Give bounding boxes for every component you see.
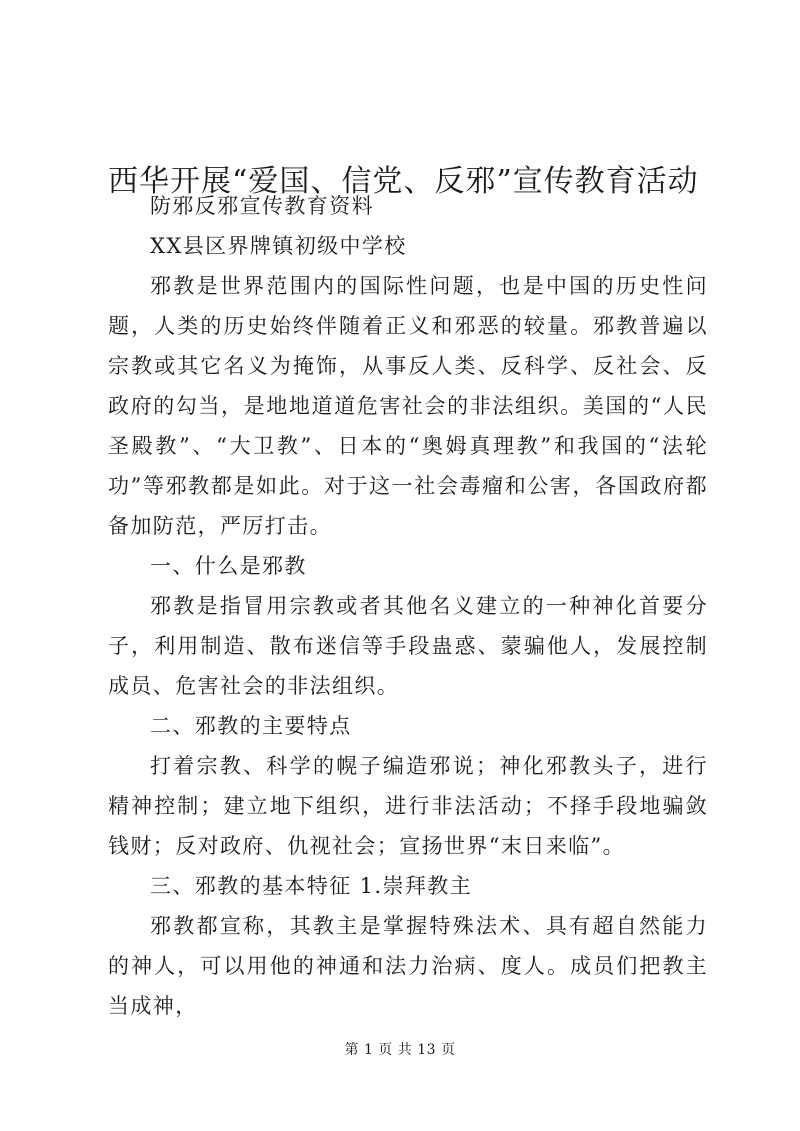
page-title: 西华开展“爱国、信党、反邪”宣传教育活动 (108, 164, 699, 200)
page-number-footer: 第 1 页 共 13 页 (344, 1042, 456, 1058)
section-heading-1: 一、什么是邪教 (150, 554, 307, 578)
paragraph-definition: 邪教是指冒用宗教或者其他名义建立的一种神化首要分子，利用制造、散布迷信等手段蛊惑、蒙骗他人，发展控制成员、危害社会的非法组织。 (108, 594, 708, 698)
section-heading-2: 二、邪教的主要特点 (150, 714, 352, 738)
paragraph-leader-worship: 邪教都宣称，其教主是掌握特殊法术、具有超自然能力的神人，可以用他的神通和法力治病、度人。成员们把教主当成神， (108, 914, 708, 1018)
document-body (108, 186, 708, 1026)
paragraph-subtitle: 防邪反邪宣传教育资料 (150, 194, 374, 218)
paragraph-features: 打着宗教、科学的幌子编造邪说；神化邪教头子，进行精神控制；建立地下组织，进行非法活动；不择手段地骗敛钱财；反对政府、仇视社会；宣扬世界“末日来临”。 (108, 754, 708, 858)
section-heading-3: 三、邪教的基本特征 1.崇拜教主 (150, 874, 473, 898)
paragraph-intro: 邪教是世界范围内的国际性问题，也是中国的历史性问题，人类的历史始终伴随着正义和邪恶的较量。邪教普遍以宗教或其它名义为掩饰，从事反人类、反科学、反社会、反政府的勾当，是地地道道危害社会的非法组织。美国的“人民圣殿教”、“大卫教”、日本的“奥姆真理教”和我国的“法轮功”等邪教都是如此。对于这一社会毒瘤和公害，各国政府都备加防范，严厉打击。 (108, 274, 708, 538)
paragraph-school: XX县区界牌镇初级中学校 (150, 234, 407, 258)
